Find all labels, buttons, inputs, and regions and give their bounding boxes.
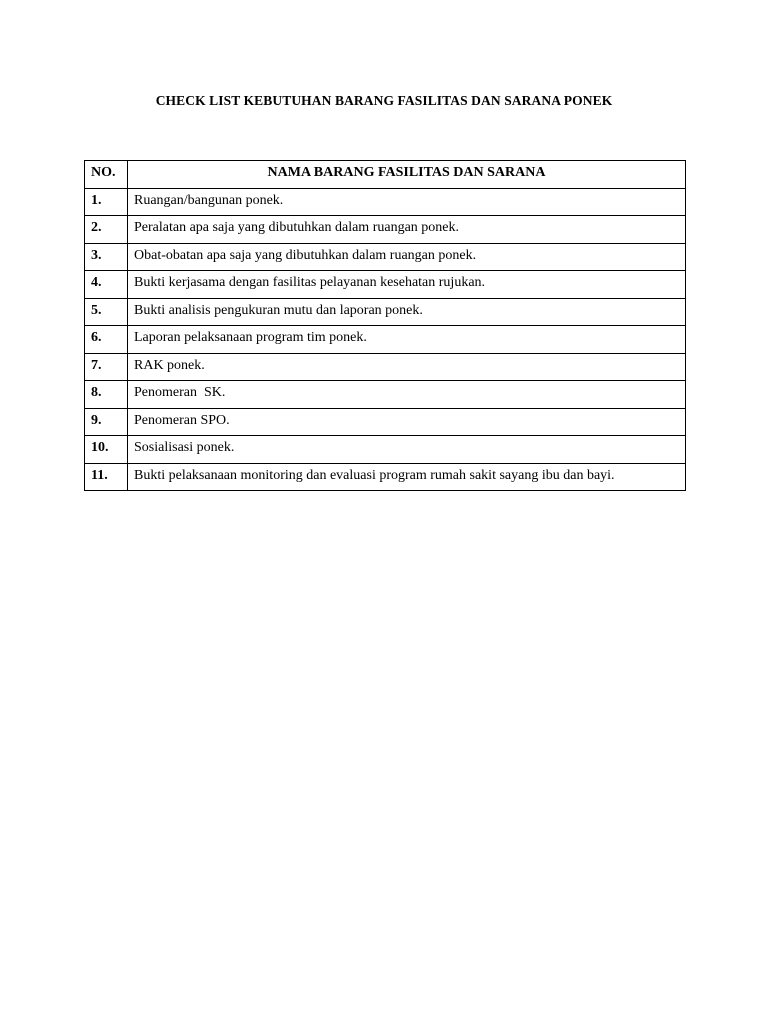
row-number: 2. bbox=[85, 216, 128, 244]
row-item-name: Bukti analisis pengukuran mutu dan laporan ponek. bbox=[128, 298, 686, 326]
row-number: 7. bbox=[85, 353, 128, 381]
table-row bbox=[85, 216, 686, 244]
document-title: CHECK LIST KEBUTUHAN BARANG FASILITAS DAN SARANA PONEK bbox=[155, 93, 613, 108]
checklist-table bbox=[84, 160, 686, 491]
row-item-name: Penomeran SK. bbox=[128, 381, 686, 409]
row-number: 8. bbox=[85, 381, 128, 409]
table-row bbox=[85, 463, 686, 491]
header-no: NO. bbox=[85, 161, 128, 189]
table-row bbox=[85, 381, 686, 409]
row-item-name: Penomeran SPO. bbox=[128, 408, 686, 436]
row-item-name: Bukti kerjasama dengan fasilitas pelayanan kesehatan rujukan. bbox=[128, 271, 686, 299]
row-number: 6. bbox=[85, 326, 128, 354]
table-row bbox=[85, 243, 686, 271]
row-number: 11. bbox=[85, 463, 128, 491]
row-item-name: Ruangan/bangunan ponek. bbox=[128, 188, 686, 216]
table-row bbox=[85, 436, 686, 464]
row-item-name: Sosialisasi ponek. bbox=[128, 436, 686, 464]
row-item-name: RAK ponek. bbox=[128, 353, 686, 381]
row-number: 4. bbox=[85, 271, 128, 299]
row-item-name: Laporan pelaksanaan program tim ponek. bbox=[128, 326, 686, 354]
table-header-row bbox=[85, 161, 686, 189]
row-number: 5. bbox=[85, 298, 128, 326]
table-row bbox=[85, 408, 686, 436]
row-item-name: Bukti pelaksanaan monitoring dan evaluasi program rumah sakit sayang ibu dan bayi. bbox=[128, 463, 686, 491]
table-row bbox=[85, 188, 686, 216]
header-name: NAMA BARANG FASILITAS DAN SARANA bbox=[128, 161, 686, 189]
row-number: 9. bbox=[85, 408, 128, 436]
row-item-name: Peralatan apa saja yang dibutuhkan dalam ruangan ponek. bbox=[128, 216, 686, 244]
row-number: 3. bbox=[85, 243, 128, 271]
row-number: 10. bbox=[85, 436, 128, 464]
table-row bbox=[85, 298, 686, 326]
row-item-name: Obat-obatan apa saja yang dibutuhkan dalam ruangan ponek. bbox=[128, 243, 686, 271]
table-row bbox=[85, 326, 686, 354]
table-row bbox=[85, 353, 686, 381]
row-number: 1. bbox=[85, 188, 128, 216]
table-row bbox=[85, 271, 686, 299]
